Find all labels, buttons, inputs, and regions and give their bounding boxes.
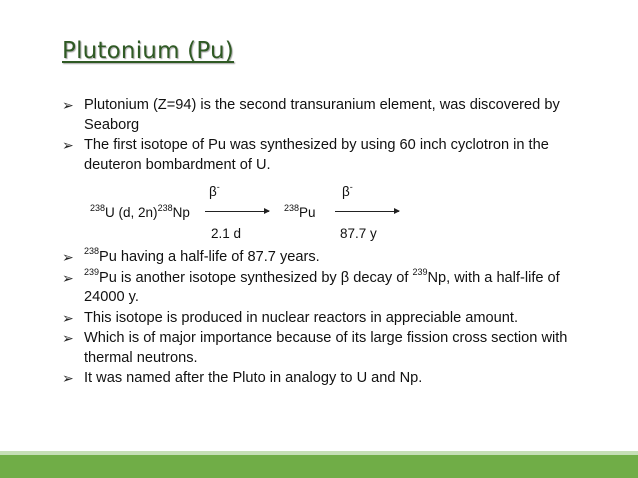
slide-title: Plutonium (Pu) [62,38,234,64]
bullet-text: This isotope is produced in nuclear reactors in appreciable amount. [84,309,519,326]
mass-number: 238 [84,246,100,257]
bullet-arrow-icon: ➢ [62,137,74,153]
decay1-time: 2.1 d [211,226,242,241]
bullet-list-top [62,96,582,175]
bullet-item [62,96,582,135]
decay2-time: 87.7 y [340,226,377,241]
bullet-item [62,369,582,389]
bullet-arrow-icon: ➢ [62,269,74,286]
footer-bar [0,455,638,478]
decay1-arrow [205,211,269,212]
bullet-text: The first isotope of Pu was synthesized by using 60 inch cyclotron in the deuteron bombardment of U. [84,137,549,173]
decay2-label: β- [342,181,353,199]
decay1-label: β- [209,181,220,199]
bullet-text: Plutonium (Z=94) is the second transuranium element, was discovered by Seaborg [84,97,560,133]
bullet-text: Pu is another isotope synthesized by β decay of [99,269,413,286]
bullet-arrow-icon: ➢ [62,309,74,326]
bullet-item [62,248,582,268]
bullet-item [62,266,582,308]
bullet-arrow-icon: ➢ [62,249,74,265]
bullet-list-bottom [62,248,582,389]
bullet-arrow-icon: ➢ [62,330,74,346]
bullet-text: Which is of major importance because of its large fission cross section with thermal neutrons. [84,330,568,366]
bullet-text: Pu having a half-life of 87.7 years. [99,249,320,265]
intermediate-product: $^{238}$Pu [284,202,316,220]
bullet-text: It was named after the Pluto in analogy to U and Np. [84,370,423,386]
mass-number: 239 [84,266,100,277]
bullet-item [62,136,582,175]
bullet-arrow-icon: ➢ [62,97,74,113]
mass-number: 239 [412,266,428,277]
bullet-arrow-icon: ➢ [62,370,74,386]
decay2-arrow [335,211,399,212]
bullet-text: Np, with a half-life of 24000 y. [84,269,560,305]
reactant: $^{238}$U (d, 2n)$^{238}$Np [90,202,190,220]
bullet-item [62,309,582,329]
bullet-item [62,329,582,368]
